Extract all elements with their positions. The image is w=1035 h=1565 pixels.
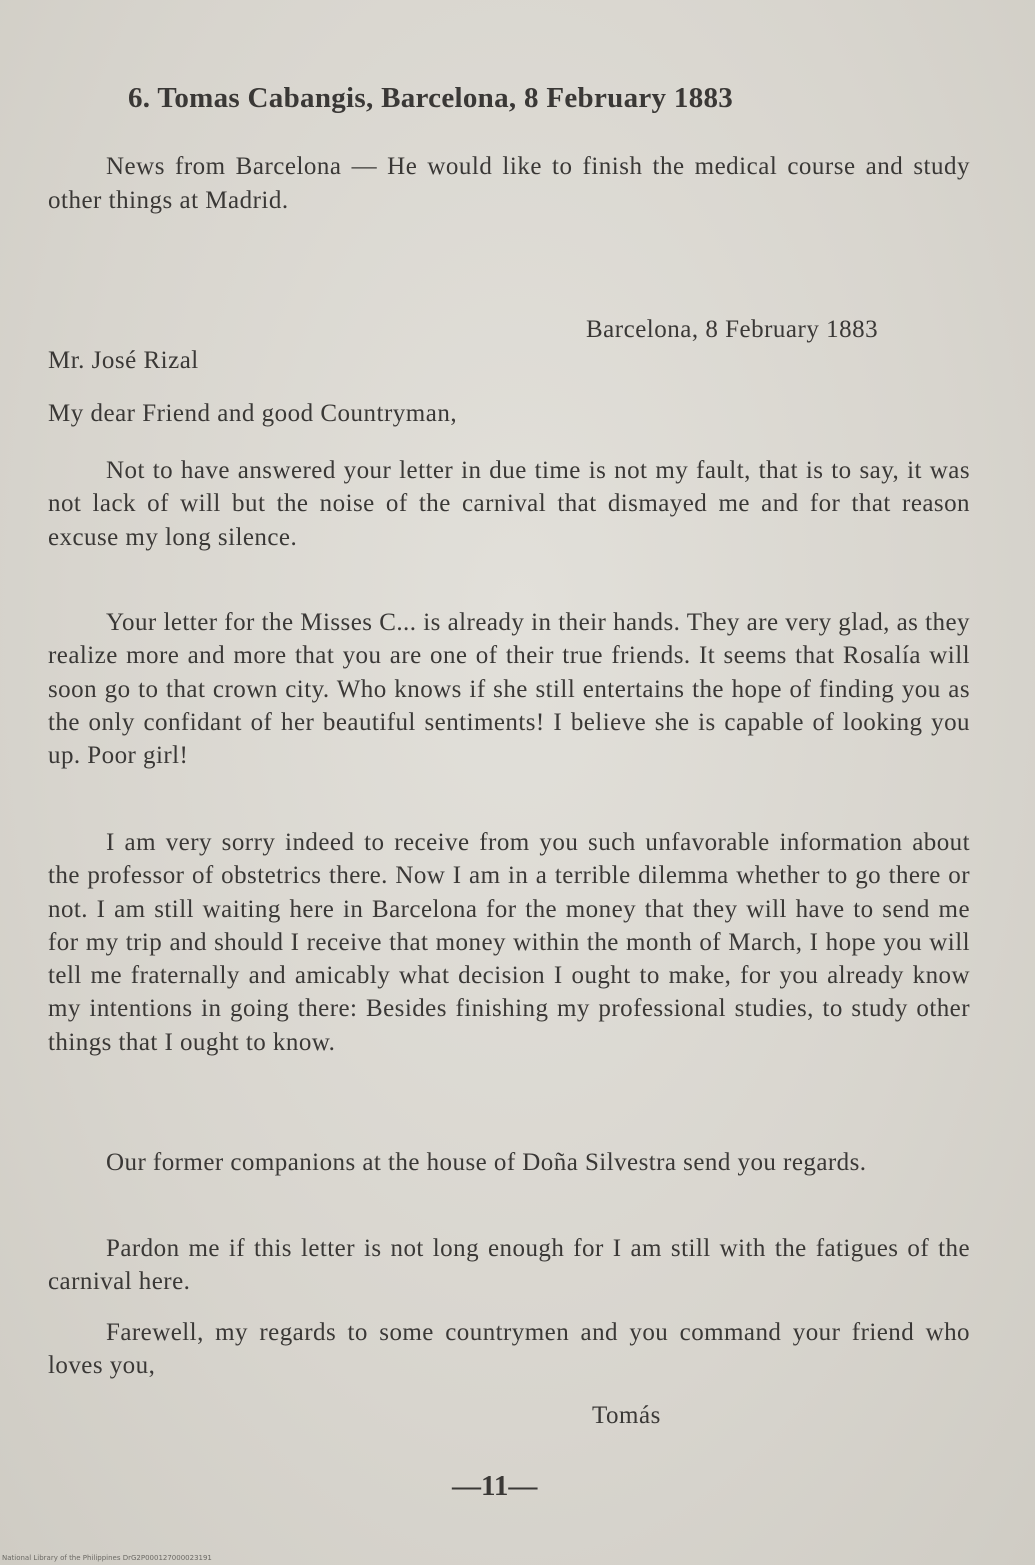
letter-paragraph: Our former companions at the house of Doña Silvestra send you regards. (106, 1149, 867, 1176)
letter-paragraph: Pardon me if this letter is not long enough for I am still with the fatigues of the carnival here. (48, 1235, 970, 1296)
letter-paragraph: Farewell, my regards to some countrymen and you command your friend who loves you, (48, 1319, 970, 1380)
letter-addressee: Mr. José Rizal (48, 347, 199, 374)
archive-footer-note: National Library of the Philippines DrG2P000127000023191 (2, 1554, 212, 1562)
letter-heading: 6. Tomas Cabangis, Barcelona, 8 February 1883 (128, 82, 734, 114)
letter-paragraph: Your letter for the Misses C... is already in their hands. They are very glad, as they realize more and more that you are one of their true friends. It seems that Rosalía will soon go to that crown city. Who knows if she still entertains the hope of finding you as the only confidant of her beautiful sentiments! I believe she is capable of looking you up. Poor girl! (48, 609, 970, 770)
letter-paragraph: I am very sorry indeed to receive from you such unfavorable information about the professor of obstetrics there. Now I am in a terrible dilemma whether to go there or not. I am still waiting here in Barcelona for the money that they will have to send me for my trip and should I receive that money within the month of March, I hope you will tell me fraternally and amicably what decision I ought to make, for you already know my intentions in going there: Besides finishing my professional studies, to study other things that I ought to know. (48, 829, 970, 1056)
page-number: —11— (452, 1470, 538, 1502)
letter-signature: Tomás (592, 1402, 661, 1429)
letter-summary: News from Barcelona — He would like to finish the medical course and study other things at Madrid. (48, 153, 970, 214)
letter-paragraph: Not to have answered your letter in due time is not my fault, that is to say, it was not lack of will but the noise of the carnival that dismayed me and for that reason excuse my long silence. (48, 457, 970, 551)
letter-dateline: Barcelona, 8 February 1883 (586, 316, 879, 343)
letter-salutation: My dear Friend and good Countryman, (48, 400, 458, 427)
